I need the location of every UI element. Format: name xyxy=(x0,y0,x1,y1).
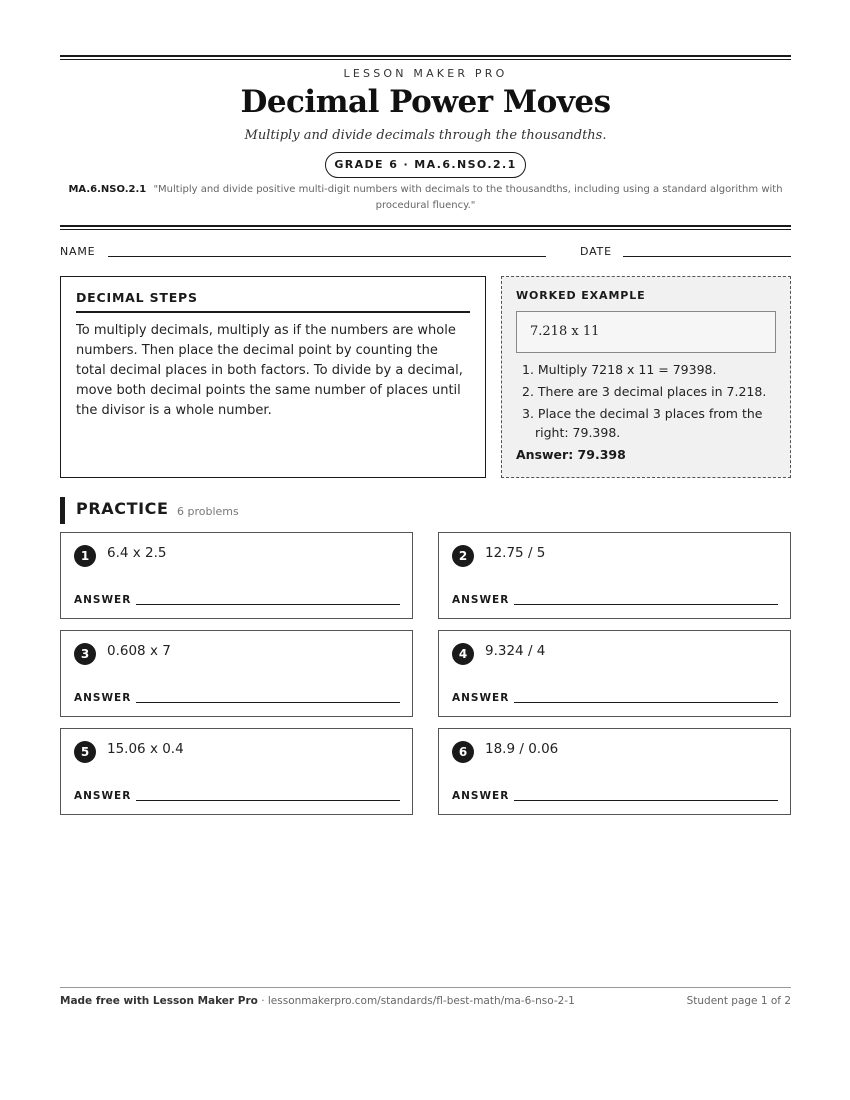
standard-code: MA.6.NSO.2.1 xyxy=(68,184,147,195)
problem-card xyxy=(438,728,791,815)
decimal-steps-heading: DECIMAL STEPS xyxy=(76,290,470,313)
name-field[interactable] xyxy=(108,256,546,257)
brand-name: LESSON MAKER PRO xyxy=(343,67,508,80)
problem-number-badge: 4 xyxy=(452,643,474,665)
footer-credit xyxy=(60,995,575,1007)
footer-rule xyxy=(60,987,791,988)
grade-standard-badge: GRADE 6 · MA.6.NSO.2.1 xyxy=(325,152,526,178)
problem-expression: 0.608 x 7 xyxy=(107,643,171,659)
header-bottom-double-rule xyxy=(60,225,791,230)
practice-heading: PRACTICE xyxy=(76,499,169,518)
answer-label: ANSWER xyxy=(452,692,510,704)
worked-example-answer: Answer: 79.398 xyxy=(516,447,626,462)
practice-count: 6 problems xyxy=(177,505,239,518)
answer-field[interactable] xyxy=(514,800,778,801)
problem-number-badge: 5 xyxy=(74,741,96,763)
standard-description xyxy=(60,182,791,214)
problem-card xyxy=(438,630,791,717)
problem-expression: 6.4 x 2.5 xyxy=(107,545,167,561)
decimal-steps-text: To multiply decimals, multiply as if the numbers are whole numbers. Then place the decimal point by counting the total decimal places in both factors. To divide by a decimal, move both decimal points the same number of places until the divisor is a whole number. xyxy=(76,323,463,418)
date-field[interactable] xyxy=(623,256,791,257)
worked-example-problem: 7.218 x 11 xyxy=(516,311,776,353)
problem-expression: 18.9 / 0.06 xyxy=(485,741,559,757)
footer-url[interactable]: lessonmakerpro.com/standards/fl-best-math/ma-6-nso-2-1 xyxy=(267,995,575,1007)
footer-brand: Made free with Lesson Maker Pro xyxy=(60,995,258,1007)
answer-label: ANSWER xyxy=(74,790,132,802)
date-label: DATE xyxy=(580,245,612,258)
decimal-steps-panel xyxy=(60,276,486,478)
worked-example-panel xyxy=(501,276,791,478)
page-subtitle: Multiply and divide decimals through the thousandths. xyxy=(244,128,607,143)
answer-label: ANSWER xyxy=(452,594,510,606)
problem-card xyxy=(60,630,413,717)
name-label: NAME xyxy=(60,245,96,258)
problem-card xyxy=(60,728,413,815)
worked-example-heading: WORKED EXAMPLE xyxy=(516,289,646,302)
problem-expression: 15.06 x 0.4 xyxy=(107,741,184,757)
footer-separator: · xyxy=(257,995,268,1007)
problem-number-badge: 3 xyxy=(74,643,96,665)
standard-text: "Multiply and divide positive multi-digit numbers with decimals to the thousandths, including using a standard algorithm with procedural fluency." xyxy=(153,184,783,211)
practice-accent-bar xyxy=(60,497,65,524)
worked-example-step: 3. Place the decimal 3 places from the right: 79.398. xyxy=(522,406,763,440)
worked-example-steps xyxy=(516,360,776,442)
worked-example-step: 1. Multiply 7218 x 11 = 79398. xyxy=(522,362,717,377)
answer-label: ANSWER xyxy=(74,692,132,704)
problem-card xyxy=(60,532,413,619)
answer-label: ANSWER xyxy=(74,594,132,606)
page-title: Decimal Power Moves xyxy=(240,84,611,120)
problem-number-badge: 6 xyxy=(452,741,474,763)
worked-example-step: 2. There are 3 decimal places in 7.218. xyxy=(522,384,767,399)
answer-field[interactable] xyxy=(514,702,778,703)
problem-number-badge: 1 xyxy=(74,545,96,567)
worksheet-page xyxy=(60,0,791,1100)
answer-field[interactable] xyxy=(136,604,400,605)
problem-expression: 12.75 / 5 xyxy=(485,545,546,561)
footer-page-number: Student page 1 of 2 xyxy=(686,995,791,1007)
problem-card xyxy=(438,532,791,619)
answer-label: ANSWER xyxy=(452,790,510,802)
answer-field[interactable] xyxy=(136,800,400,801)
top-double-rule xyxy=(60,55,791,60)
problem-number-badge: 2 xyxy=(452,545,474,567)
answer-field[interactable] xyxy=(136,702,400,703)
answer-field[interactable] xyxy=(514,604,778,605)
problem-expression: 9.324 / 4 xyxy=(485,643,546,659)
